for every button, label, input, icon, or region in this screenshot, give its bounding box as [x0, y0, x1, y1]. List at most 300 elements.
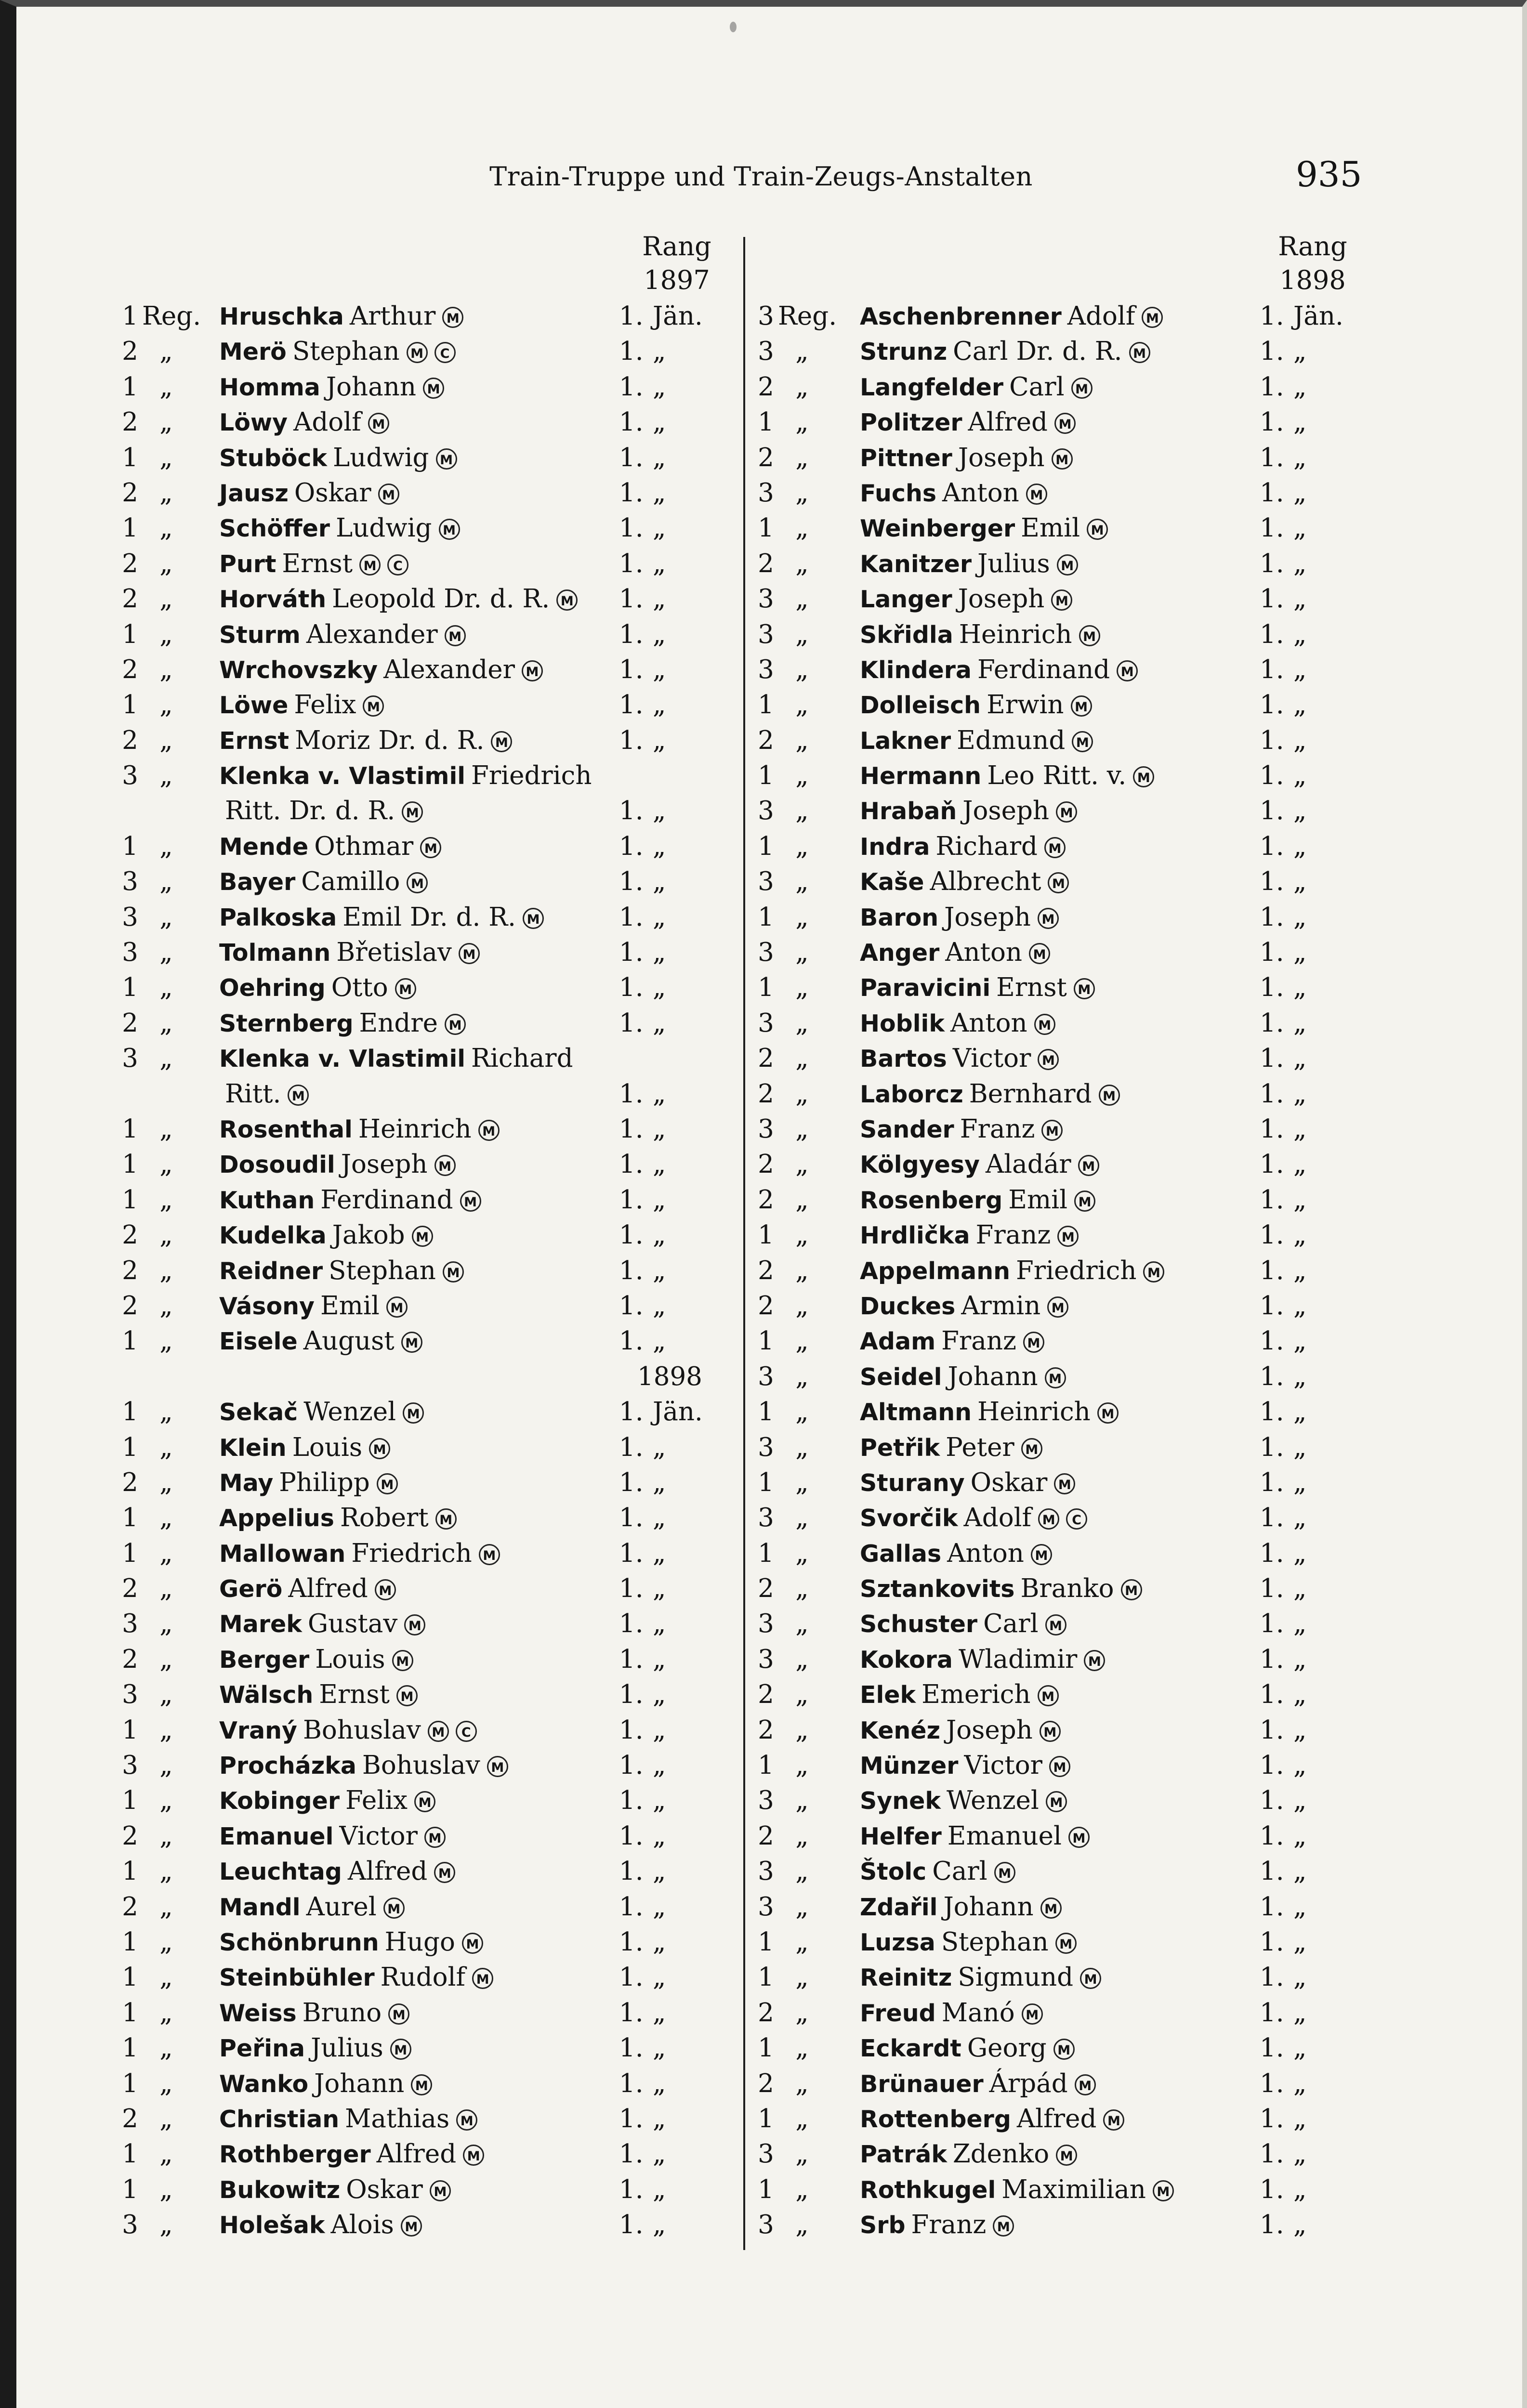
rank-date: [619, 1394, 703, 1429]
regiment-number: 1: [122, 1927, 138, 1957]
officer-entry: [108, 1960, 802, 1995]
officer-name: [219, 2172, 451, 2208]
regiment-label: „: [795, 1220, 809, 1250]
regiment-number: 2: [122, 1256, 138, 1285]
officer-name: [219, 2136, 484, 2172]
given-name: Adolf: [1067, 301, 1135, 331]
given-name: Ferdinand: [320, 1185, 453, 1215]
officer-entry: [749, 1465, 1443, 1500]
surname: Löwe: [219, 692, 289, 720]
rank-date: [619, 581, 666, 616]
regiment-number: 1: [758, 1397, 774, 1427]
rank-day: 1.: [1260, 1821, 1284, 1851]
m-mark-icon: M: [1021, 1438, 1042, 1459]
surname: Vásony: [219, 1292, 315, 1320]
given-name: Bohuslav: [303, 1715, 421, 1745]
rank-month: „: [653, 1821, 666, 1851]
rank-date: [1260, 1394, 1306, 1429]
rank-month: „: [1293, 725, 1307, 755]
left-entry-list: [108, 299, 802, 2242]
right-entry-list: [749, 299, 1443, 2242]
rank-month: „: [653, 1927, 666, 1957]
rank-date: [619, 1500, 666, 1535]
given-name: Friedrich: [351, 1538, 472, 1568]
rank-day: 1.: [619, 1185, 644, 1215]
surname: Purt: [219, 550, 276, 578]
m-mark-icon: M: [434, 1155, 456, 1176]
officer-name: [219, 970, 416, 1006]
rank-date: [619, 1995, 666, 2030]
m-mark-icon: M: [386, 1296, 408, 1318]
officer-entry: [749, 1783, 1443, 1818]
rank-month: „: [653, 725, 666, 755]
given-name: Othmar: [314, 831, 414, 861]
officer-entry: [108, 864, 802, 899]
officer-entry: [108, 1783, 802, 1818]
m-mark-icon: M: [1053, 2039, 1075, 2060]
officer-name: [860, 581, 1072, 617]
rank-date: [1260, 1217, 1306, 1253]
given-name: Alois: [330, 2210, 394, 2240]
surname: Kenéz: [860, 1716, 940, 1744]
surname: Kobinger: [219, 1787, 340, 1815]
given-name: Arthur: [349, 301, 436, 331]
rank-month: „: [653, 2139, 666, 2169]
regiment-label: „: [795, 1150, 809, 1179]
rank-month: „: [1293, 1361, 1307, 1391]
surname: Sturm: [219, 621, 301, 649]
rank-date: [619, 1783, 666, 1818]
officer-name: [219, 652, 543, 688]
officer-entry: [749, 1041, 1443, 1076]
regiment-label: „: [159, 1256, 173, 1285]
rank-date: [619, 864, 666, 899]
given-name: Stephan: [292, 337, 400, 366]
rank-date: [619, 475, 666, 510]
rank-date: [619, 1606, 666, 1641]
rank-month: „: [1293, 938, 1307, 968]
given-name: Camillo: [301, 867, 400, 897]
regiment-number: 1: [122, 1786, 138, 1816]
given-name: Aladár: [985, 1150, 1071, 1179]
regiment-number: 1: [758, 1220, 774, 1250]
regiment-label: „: [159, 1467, 173, 1497]
regiment-label: „: [795, 1256, 809, 1285]
surname: Sternberg: [219, 1009, 354, 1037]
regiment-number: 3: [758, 1892, 774, 1922]
rank-date: [1260, 758, 1306, 793]
given-name: Ritt.: [225, 1079, 281, 1109]
rank-day: 1.: [619, 301, 644, 331]
regiment-number: 1: [758, 1927, 774, 1957]
rank-day: 1.: [619, 1786, 644, 1816]
m-mark-icon: M: [1041, 1120, 1063, 1141]
regiment-number: 2: [122, 654, 138, 684]
rank-date: [1260, 1182, 1306, 1217]
rank-month: „: [653, 938, 666, 968]
officer-name: [860, 1465, 1075, 1501]
regiment-number: 2: [758, 1998, 774, 2028]
rank-month: „: [1293, 2210, 1307, 2240]
rank-day: 1.: [619, 2139, 644, 2169]
surname: Fuchs: [860, 479, 937, 507]
officer-entry: [108, 1006, 802, 1041]
regiment-number: 2: [758, 1079, 774, 1109]
given-name: Friedrich: [1016, 1256, 1137, 1285]
rank-month: „: [1293, 761, 1307, 791]
rank-date: [1260, 1924, 1306, 1960]
rank-date: [619, 1430, 666, 1465]
rank-month: „: [1293, 407, 1307, 437]
rank-day: 1.: [1260, 2104, 1284, 2133]
regiment-number: 2: [758, 1715, 774, 1745]
officer-name: [860, 1960, 1101, 1995]
regiment-label: Reg.: [778, 301, 837, 331]
m-mark-icon: M: [1072, 731, 1093, 752]
rank-month: „: [653, 372, 666, 402]
regiment-label: „: [795, 796, 809, 826]
m-mark-icon: M: [403, 1402, 424, 1424]
officer-name: [219, 1323, 422, 1359]
given-name: Ludwig: [332, 443, 429, 472]
surname: Kanitzer: [860, 550, 972, 578]
officer-name: [219, 1076, 309, 1112]
rank-day: 1.: [619, 1715, 644, 1745]
rank-date: [1260, 1606, 1306, 1641]
surname: Aschenbrenner: [860, 303, 1062, 330]
given-name: Leopold Dr. d. R.: [332, 584, 550, 614]
regiment-number: 3: [758, 478, 774, 508]
officer-entry: [108, 829, 802, 864]
m-mark-icon: M: [1075, 2074, 1096, 2095]
officer-name: [860, 1819, 1090, 1854]
officer-entry: [749, 617, 1443, 652]
surname: Schönbrunn: [219, 1928, 379, 1956]
officer-entry: [749, 1182, 1443, 1217]
rank-date: [1260, 935, 1306, 970]
given-name: Anton: [947, 1538, 1024, 1568]
rank-day: 1.: [619, 478, 644, 508]
given-name: Wladimir: [958, 1644, 1078, 1674]
officer-entry: [749, 299, 1443, 334]
regiment-label: „: [159, 1680, 173, 1710]
m-mark-icon: M: [1143, 1261, 1164, 1283]
regiment-label: „: [159, 973, 173, 1003]
regiment-number: 1: [122, 2139, 138, 2169]
rank-month: „: [653, 549, 666, 578]
officer-entry: [749, 864, 1443, 899]
rank-month: „: [1293, 796, 1307, 826]
surname: Sturany: [860, 1469, 965, 1497]
given-name: Alfred: [347, 1857, 428, 1886]
officer-entry: [749, 334, 1443, 369]
regiment-number: 1: [122, 1503, 138, 1533]
m-mark-icon: M: [436, 448, 457, 470]
regiment-label: „: [159, 337, 173, 366]
regiment-number: 3: [758, 337, 774, 366]
regiment-label: „: [795, 1927, 809, 1957]
surname: Marek: [219, 1610, 302, 1638]
rank-date: [1260, 1854, 1306, 1889]
officer-name: [860, 687, 1092, 723]
officer-name: [860, 1500, 1087, 1536]
rank-month: „: [1293, 2068, 1307, 2098]
rank-date: [619, 1006, 666, 1041]
rank-date: [619, 652, 666, 687]
m-mark-icon: M: [1087, 519, 1108, 540]
regiment-number: 3: [758, 1503, 774, 1533]
officer-entry: [749, 2136, 1443, 2172]
regiment-number: 1: [122, 1715, 138, 1745]
rank-date: [1260, 652, 1306, 687]
rank-day: 1.: [1260, 1786, 1284, 1816]
officer-entry: [749, 2101, 1443, 2136]
m-mark-icon: M: [1057, 554, 1078, 576]
officer-name: [219, 1677, 418, 1713]
rank-month: „: [1293, 1574, 1307, 1604]
rank-month: „: [1293, 337, 1307, 366]
given-name: Ernst: [282, 549, 353, 578]
rank-day: 1.: [619, 1857, 644, 1886]
regiment-number: 3: [122, 938, 138, 968]
surname: Klenka v. Vlastimil: [219, 762, 466, 790]
regiment-label: „: [159, 513, 173, 543]
officer-name: [219, 1995, 409, 2031]
regiment-label: „: [795, 1397, 809, 1427]
surname: Štolc: [860, 1858, 927, 1886]
m-mark-icon: M: [383, 1898, 405, 1919]
right-rang-year: 1898: [1279, 265, 1346, 295]
officer-entry: [108, 440, 802, 475]
officer-entry: [108, 1889, 802, 1924]
officer-entry: [749, 1359, 1443, 1394]
officer-entry: [108, 1076, 802, 1112]
officer-entry: [108, 617, 802, 652]
rank-date: [1260, 864, 1306, 899]
rank-day: 1.: [1260, 584, 1284, 614]
rank-date: [1260, 1076, 1306, 1112]
surname: Ernst: [219, 727, 290, 755]
officer-name: [219, 1041, 573, 1076]
rank-date: [1260, 1642, 1306, 1677]
m-mark-icon: M: [1049, 1756, 1070, 1777]
officer-name: [219, 2030, 411, 2066]
rank-date: [619, 1536, 666, 1571]
officer-entry: [749, 1253, 1443, 1288]
rank-day: 1.: [1260, 443, 1284, 472]
rank-date: [619, 2136, 666, 2172]
officer-entry: [108, 405, 802, 440]
rank-date: [619, 1748, 666, 1783]
rank-day: 1.: [1260, 407, 1284, 437]
officer-entry: [749, 1006, 1443, 1041]
rank-date: [1260, 617, 1306, 652]
officer-entry: [108, 723, 802, 758]
officer-entry: [108, 1924, 802, 1960]
regiment-number: 2: [758, 1256, 774, 1285]
given-name: Ritt. Dr. d. R.: [225, 796, 395, 826]
regiment-number: 3: [122, 1609, 138, 1639]
rank-day: 1.: [619, 867, 644, 897]
rank-day: 1.: [1260, 1079, 1284, 1109]
officer-entry: [749, 1394, 1443, 1429]
rank-month: „: [653, 337, 666, 366]
officer-entry: [749, 510, 1443, 546]
m-mark-icon: M: [375, 1579, 396, 1600]
rank-date: [619, 1112, 666, 1147]
rank-date: [1260, 1889, 1306, 1924]
m-mark-icon: M: [1117, 660, 1138, 681]
regiment-number: 2: [122, 1892, 138, 1922]
rank-month: „: [653, 973, 666, 1003]
regiment-label: „: [159, 1927, 173, 1957]
m-mark-icon: M: [1057, 1226, 1079, 1247]
officer-entry: [749, 1924, 1443, 1960]
m-mark-icon: M: [1080, 1968, 1101, 1989]
rank-month: „: [653, 1114, 666, 1144]
officer-name: [860, 1182, 1095, 1218]
given-name: Emil: [1021, 513, 1080, 543]
m-mark-icon: M: [1022, 2003, 1043, 2025]
officer-entry: [108, 758, 802, 793]
given-name: Alfred: [1016, 2104, 1097, 2133]
surname: Eckardt: [860, 2035, 961, 2063]
regiment-label: „: [159, 1609, 173, 1639]
given-name: Julius: [977, 549, 1050, 578]
regiment-label: „: [795, 1751, 809, 1780]
given-name: Emerich: [921, 1680, 1031, 1710]
rank-month: „: [653, 1326, 666, 1356]
regiment-number: 1: [122, 372, 138, 402]
given-name: Heinrich: [358, 1114, 472, 1144]
rank-day: 1.: [1260, 725, 1284, 755]
rank-date: [1260, 1500, 1306, 1535]
m-mark-icon: M: [1056, 801, 1077, 823]
surname: Jausz: [219, 479, 289, 507]
rank-day: 1.: [619, 1114, 644, 1144]
regiment-label: „: [795, 831, 809, 861]
surname: Zdařil: [860, 1893, 938, 1921]
regiment-label: „: [159, 1150, 173, 1179]
m-mark-icon: M: [1074, 978, 1095, 999]
officer-name: [219, 581, 578, 617]
surname: Anger: [860, 939, 940, 967]
surname: Kaše: [860, 868, 924, 896]
surname: Strunz: [860, 338, 948, 366]
rank-day: 1.: [1260, 761, 1284, 791]
rank-month: „: [1293, 1927, 1307, 1957]
given-name: Wenzel: [946, 1786, 1039, 1816]
regiment-number: 1: [758, 2174, 774, 2204]
rank-month: „: [1293, 513, 1307, 543]
officer-name: [219, 1147, 456, 1182]
officer-entry: [108, 546, 802, 581]
rank-day: 1.: [1260, 1185, 1284, 1215]
rank-day: 1.: [619, 1432, 644, 1462]
rank-date: [619, 369, 666, 405]
officer-name: [219, 546, 408, 582]
regiment-label: „: [795, 1892, 809, 1922]
regiment-number: 2: [758, 1185, 774, 1215]
officer-name: [860, 2066, 1096, 2102]
rank-day: 1.: [619, 513, 644, 543]
regiment-label: „: [159, 2068, 173, 2098]
rank-month: „: [653, 2174, 666, 2204]
officer-name: [219, 829, 441, 864]
rank-month: „: [1293, 619, 1307, 649]
officer-name: [860, 1217, 1079, 1253]
surname: Wälsch: [219, 1681, 314, 1709]
regiment-number: 2: [758, 1044, 774, 1073]
officer-entry: [749, 581, 1443, 616]
m-mark-icon: M: [1038, 1685, 1059, 1706]
regiment-number: 2: [122, 407, 138, 437]
regiment-number: 3: [122, 1751, 138, 1780]
rank-month: „: [653, 1256, 666, 1285]
regiment-number: 1: [122, 1185, 138, 1215]
rank-day: 1.: [1260, 1008, 1284, 1038]
rank-date: [1260, 1006, 1306, 1041]
surname: Münzer: [860, 1752, 959, 1780]
rank-day: 1.: [619, 690, 644, 720]
rank-date: [619, 2030, 666, 2066]
given-name: Jakob: [332, 1220, 405, 1250]
regiment-label: „: [795, 584, 809, 614]
rank-date: [1260, 687, 1306, 722]
regiment-label: „: [795, 2104, 809, 2133]
regiment-number: 1: [758, 1467, 774, 1497]
officer-name: [219, 935, 480, 970]
given-name: Branko: [1020, 1574, 1114, 1604]
officer-name: [219, 2066, 432, 2102]
surname: Brünauer: [860, 2070, 984, 2098]
rank-day: 1.: [1260, 1927, 1284, 1957]
regiment-label: „: [159, 619, 173, 649]
officer-name: [219, 1536, 500, 1571]
rank-date: [1260, 793, 1306, 828]
rank-date: [1260, 510, 1306, 546]
officer-entry: [108, 1112, 802, 1147]
regiment-number: 1: [758, 1751, 774, 1780]
rank-day: 1.: [1260, 1751, 1284, 1780]
rank-day: 1.: [1260, 2033, 1284, 2063]
surname: Rothkugel: [860, 2176, 996, 2204]
regiment-label: „: [159, 1892, 173, 1922]
regiment-number: 3: [122, 902, 138, 932]
surname: Sander: [860, 1115, 954, 1143]
c-mark-icon: C: [387, 554, 408, 576]
officer-name: [860, 617, 1100, 653]
rank-day: 1.: [1260, 1644, 1284, 1674]
rank-date: [1260, 1677, 1306, 1712]
rank-day: 1.: [1260, 1503, 1284, 1533]
given-name: Joseph: [946, 1715, 1033, 1745]
rank-month: „: [653, 1432, 666, 1462]
m-mark-icon: M: [478, 1120, 500, 1141]
officer-name: [860, 1041, 1059, 1076]
rank-date: [1260, 1536, 1306, 1571]
regiment-label: „: [159, 407, 173, 437]
officer-name: [860, 864, 1069, 900]
m-mark-icon: M: [522, 660, 543, 681]
given-name: Heinrich: [959, 619, 1072, 649]
given-name: Bruno: [302, 1998, 382, 2028]
m-mark-icon: M: [396, 1685, 418, 1706]
surname: Löwy: [219, 409, 288, 437]
officer-name: [219, 510, 460, 546]
m-mark-icon: M: [377, 1473, 398, 1494]
officer-entry: [749, 1713, 1443, 1748]
